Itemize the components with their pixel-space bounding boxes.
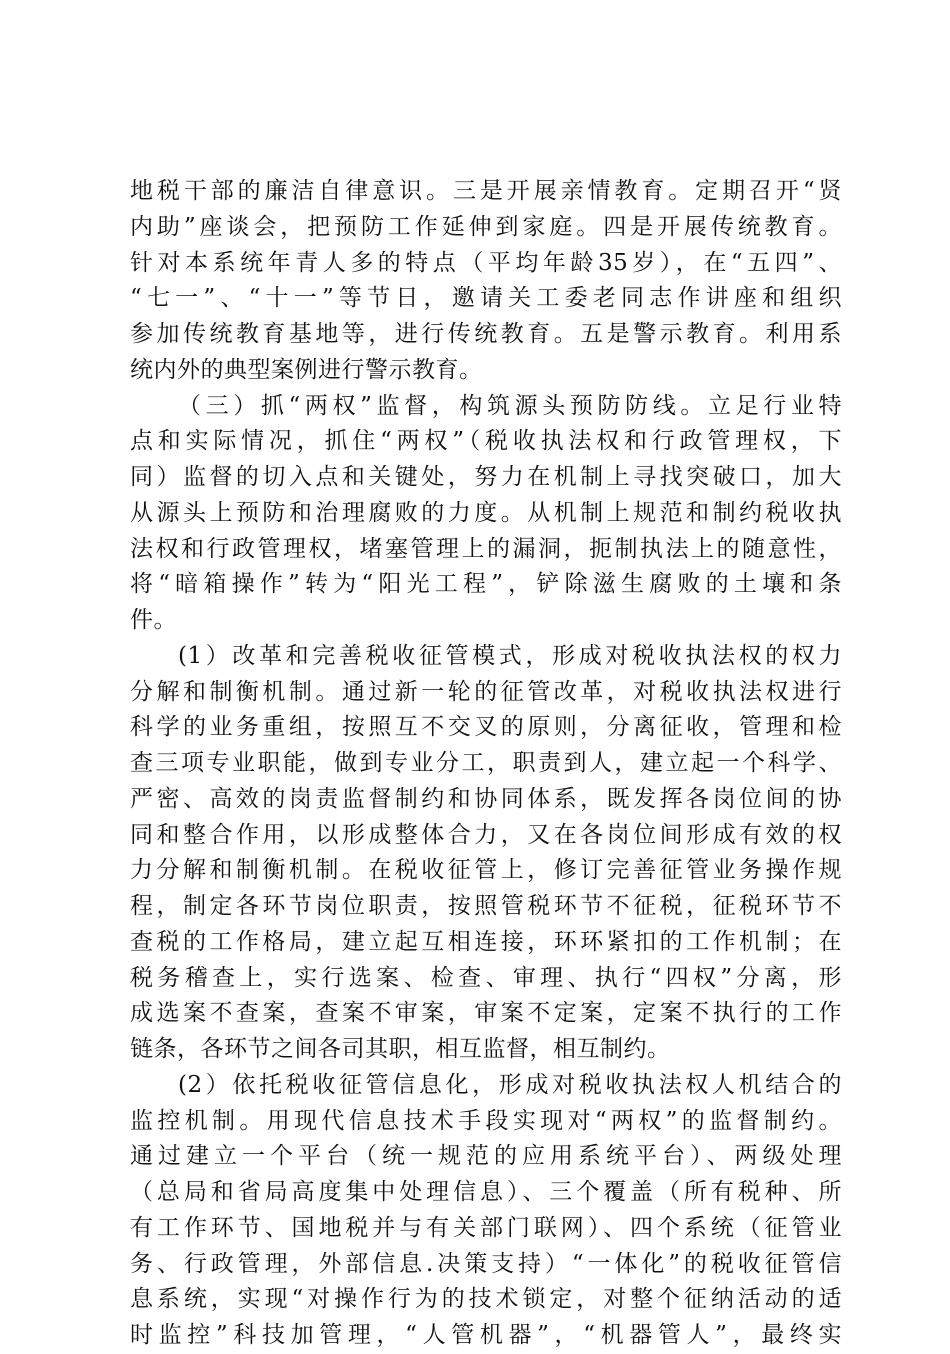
text-line: 链条，各环节之间各司其职，相互监督，相互制约。 (130, 1036, 671, 1062)
text-line: 统内外的典型案例进行警示教育。 (130, 356, 483, 383)
paragraph-first-line: (1）改革和完善税收征管模式，形成对税收执法权的权力 (178, 642, 842, 669)
text-line: “七一”、“十一”等节日，邀请关工委老同志作讲座和组织 (130, 285, 842, 312)
text-line: 科学的业务重组，按照互不交叉的原则，分离征收，管理和检 (130, 714, 842, 741)
text-line: 参加传统教育基地等，进行传统教育。五是警示教育。利用系 (130, 321, 842, 347)
text-line: 同和整合作用，以形成整体合力，又在各岗位间形成有效的权 (130, 821, 842, 848)
text-line: （总局和省局高度集中处理信息）、三个覆盖（所有税种、所 (130, 1179, 842, 1205)
text-line: 点和实际情况，抓住“两权”（税收执法权和行政管理权，下 (130, 428, 842, 455)
text-line: 程，制定各环节岗位职责，按照管税环节不征税，征税环节不 (130, 893, 842, 919)
text-line: 税务稽查上，实行选案、检查、审理、执行“四权”分离，形 (130, 964, 842, 991)
text-line: 件。 (130, 607, 177, 633)
text-line: 查税的工作格局，建立起互相连接，环环紧扣的工作机制；在 (130, 928, 842, 955)
paragraph-first-line: (2）依托税收征管信息化，形成对税收执法权人机结合的 (178, 1071, 842, 1098)
text-line: 针对本系统年青人多的特点（平均年龄35岁），在“五四”、 (130, 249, 842, 276)
text-line: 力分解和制衡机制。在税收征管上，修订完善征管业务操作规 (130, 857, 842, 884)
text-line: 从源头上预防和治理腐败的力度。从机制上规范和制约税收执 (130, 499, 842, 526)
text-line: 时监控”科技加管理，“人管机器”，“机器管人”，最终实 (130, 1322, 842, 1348)
text-line: 内助”座谈会，把预防工作延伸到家庭。四是开展传统教育。 (130, 213, 842, 240)
text-line: 地税干部的廉洁自律意识。三是开展亲情教育。定期召开“贤 (130, 178, 842, 204)
text-line: 分解和制衡机制。通过新一轮的征管改革，对税收执法权进行 (130, 678, 842, 705)
text-line: 监控机制。用现代信息技术手段实现对“两权”的监督制约。 (130, 1107, 842, 1134)
text-line: 务、行政管理，外部信息.决策支持）“一体化”的税收征管信 (130, 1250, 842, 1277)
text-line: 息系统，实现“对操作行为的技术锁定，对整个征纳活动的适 (130, 1286, 842, 1313)
text-line: 有工作环节、国地税并与有关部门联网）、四个系统（征管业 (130, 1214, 842, 1241)
text-line: 通过建立一个平台（统一规范的应用系统平台）、两级处理 (130, 1143, 842, 1170)
text-line: 成选案不查案，查案不审案，审案不定案，定案不执行的工作 (130, 1000, 842, 1027)
text-line: 严密、高效的岗责监督制约和协同体系，既发挥各岗位间的协 (130, 785, 842, 812)
section-heading-line: （三）抓“两权”监督，构筑源头预防防线。立足行业特 (178, 392, 842, 419)
text-line: 同）监督的切入点和关键处，努力在机制上寻找突破口，加大 (130, 464, 842, 490)
text-line: 法权和行政管理权，堵塞管理上的漏洞，扼制执法上的随意性， (130, 535, 842, 562)
document-body (130, 174, 842, 1354)
text-line: 将“暗箱操作”转为“阳光工程”，铲除滋生腐败的土壤和条 (130, 571, 842, 598)
text-line: 查三项专业职能，做到专业分工，职责到人，建立起一个科学、 (130, 750, 842, 776)
